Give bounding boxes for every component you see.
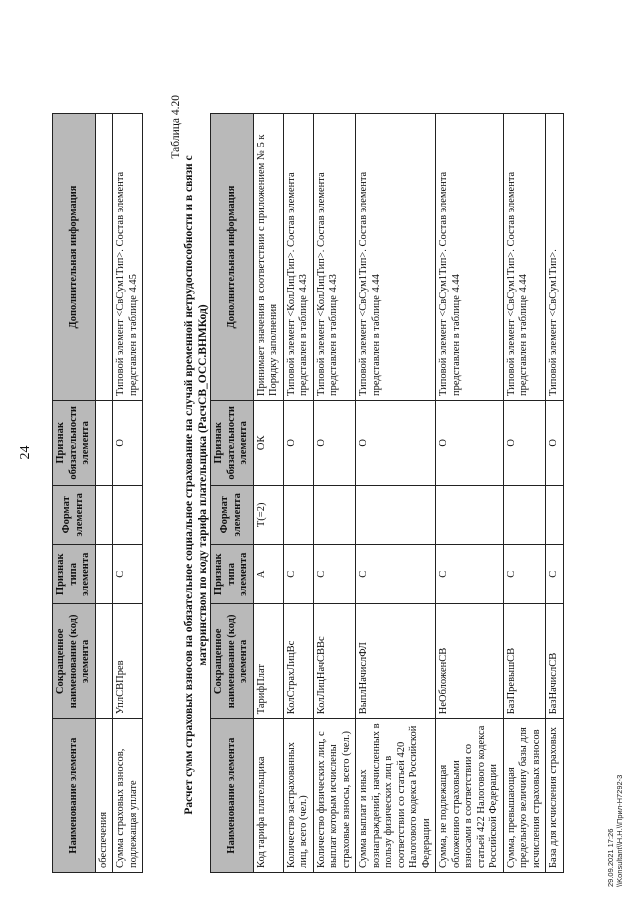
header-info: Дополнительная информация <box>211 114 254 401</box>
cell-name: обеспечения <box>95 719 113 873</box>
table-title: Расчет сумм страховых взносов на обязательное социальное страхование на случай временной нетрудоспособности и в связи с материнством по коду тарифа плательщика (РасчСВ_ОСС.ВНМКод) <box>183 155 209 815</box>
cell-type: С <box>503 545 546 604</box>
cell-format <box>436 485 504 544</box>
header-format: Формат элемента <box>211 485 254 544</box>
cell-name: Количество физических лиц, с выплат которым исчислены страховые взносы, всего (чел.) <box>313 719 356 873</box>
cell-format: T(=2) <box>253 485 283 544</box>
table-row <box>546 114 564 873</box>
cell-info: Типовой элемент <СвСум1Тип>. Состав элемента представлен в таблице 4.44 <box>356 114 436 401</box>
cell-type: С <box>356 545 436 604</box>
cell-info <box>95 114 113 401</box>
cell-format <box>503 485 546 544</box>
cell-name: Сумма, не подлежащая обложению страховыми взносами в соответствии со статьей 422 Налогового кодекса Российской Федерации <box>436 719 504 873</box>
cell-code: УплСВПрев <box>113 604 143 719</box>
table-row <box>436 114 504 873</box>
cell-code: ВыплНачислФЛ <box>356 604 436 719</box>
cell-name: Сумма выплат и иных вознаграждений, начисленных в пользу физических лиц в соответствии со статьей 420 Налогового кодекса Российской Федерации <box>356 719 436 873</box>
cell-code: НеОбложенСВ <box>436 604 504 719</box>
cell-type: С <box>313 545 356 604</box>
header-type: Признак типа элемента <box>53 545 96 604</box>
table-header-row <box>53 114 96 873</box>
cell-info: Типовой элемент <СвСум1Тип>. Состав элемента представлен в таблице 4.45 <box>113 114 143 401</box>
header-required: Признак обязательности элемента <box>211 401 254 486</box>
header-info: Дополнительная информация <box>53 114 96 401</box>
stamp-line: \\Konsultant\\Н.Н.\\Прил-Н7292-3 <box>615 774 624 887</box>
cell-code: БазПревышСВ <box>503 604 546 719</box>
cell-info: Типовой элемент <СвСум1Тип>. <box>546 114 564 401</box>
cell-required: ОК <box>253 401 283 486</box>
table-row <box>253 114 283 873</box>
header-format: Формат элемента <box>53 485 96 544</box>
table-continued <box>52 113 143 873</box>
table-row <box>356 114 436 873</box>
cell-required: О <box>546 401 564 486</box>
table-row <box>283 114 313 873</box>
header-required: Признак обязательности элемента <box>53 401 96 486</box>
cell-format <box>546 485 564 544</box>
cell-name: База для исчисления страховых <box>546 719 564 873</box>
cell-name: Сумма, превышающая предельную величину базы для исчисления страховых взносов <box>503 719 546 873</box>
cell-required: О <box>356 401 436 486</box>
cell-code: ТарифПлат <box>253 604 283 719</box>
cell-type: А <box>253 545 283 604</box>
cell-info: Типовой элемент <КолЛицТип>. Состав элемента представлен в таблице 4.43 <box>313 114 356 401</box>
cell-type: С <box>283 545 313 604</box>
cell-format <box>283 485 313 544</box>
table-row <box>95 114 113 873</box>
header-type: Признак типа элемента <box>211 545 254 604</box>
cell-required: О <box>113 401 143 486</box>
header-code: Сокращенное наименование (код) элемента <box>53 604 96 719</box>
cell-info: Типовой элемент <КолЛицТип>. Состав элемента представлен в таблице 4.43 <box>283 114 313 401</box>
cell-required <box>95 401 113 486</box>
table-row <box>313 114 356 873</box>
cell-type <box>95 545 113 604</box>
cell-name: Сумма страховых взносов, подлежащая уплате <box>113 719 143 873</box>
cell-type: С <box>546 545 564 604</box>
cell-name: Код тарифа плательщика <box>253 719 283 873</box>
cell-format <box>95 485 113 544</box>
cell-type: С <box>113 545 143 604</box>
cell-info: Типовой элемент <СвСум1Тип>. Состав элемента представлен в таблице 4.44 <box>503 114 546 401</box>
cell-name: Количество застрахованных лиц, всего (чел.) <box>283 719 313 873</box>
stamp-line: 29.09.2021 17:26 <box>606 828 615 887</box>
cell-format <box>113 485 143 544</box>
cell-info: Принимает значения в соответствии с приложением № 5 к Порядку заполнения <box>253 114 283 401</box>
table-header-row <box>211 114 254 873</box>
table-row <box>113 114 143 873</box>
header-name: Наименование элемента <box>211 719 254 873</box>
header-code: Сокращенное наименование (код) элемента <box>211 604 254 719</box>
cell-required: О <box>436 401 504 486</box>
cell-required: О <box>313 401 356 486</box>
table-row <box>503 114 546 873</box>
cell-code: КолСтрахЛицВс <box>283 604 313 719</box>
cell-type: С <box>436 545 504 604</box>
cell-code <box>95 604 113 719</box>
table-4-20 <box>210 113 564 873</box>
cell-format <box>313 485 356 544</box>
header-name: Наименование элемента <box>53 719 96 873</box>
cell-required: О <box>503 401 546 486</box>
cell-code: КолЛицНачСВВс <box>313 604 356 719</box>
page-number: 24 <box>18 445 33 460</box>
cell-info: Типовой элемент <СвСум1Тип>. Состав элемента представлен в таблице 4.44 <box>436 114 504 401</box>
table-caption: Таблица 4.20 <box>170 95 182 159</box>
cell-code: БазНачислСВ <box>546 604 564 719</box>
cell-required: О <box>283 401 313 486</box>
cell-format <box>356 485 436 544</box>
print-stamp <box>606 775 624 887</box>
